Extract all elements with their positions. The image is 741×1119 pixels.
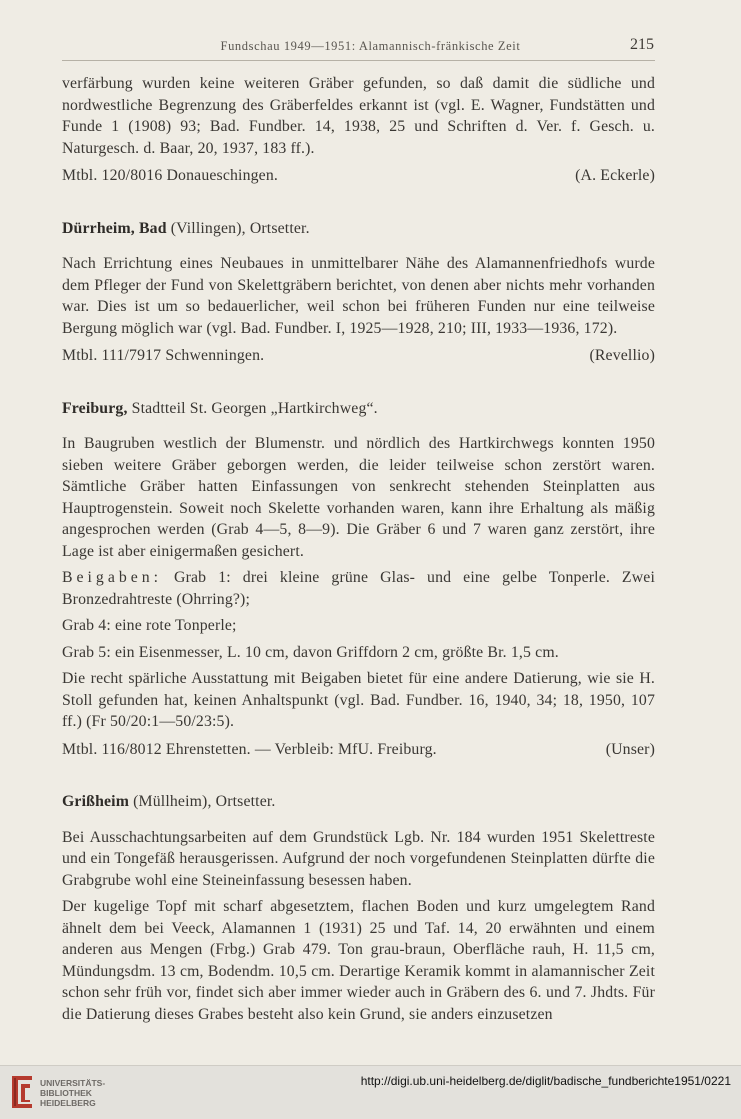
entry-reference-line: [62, 345, 655, 367]
intro-paragraph: verfärbung wurden keine weiteren Gräber gefunden, so daß damit die südliche und nordwestliche Begrenzung des Gräberfeldes erkannt ist (vgl. E. Wagner, Fundstätten und Funde 1 (1908) 93; Bad. Fundber. 14, 1938, 25 und Schriften d. Ver. f. Gesch. u. Naturgesch. d. Baar, 20, 1937, 183 ff.).: [62, 75, 655, 157]
entry-heading-freiburg: [62, 398, 655, 420]
library-name: [40, 1078, 105, 1108]
map-reference: Mtbl. 120/8016 Donaueschingen.: [62, 167, 278, 184]
running-head: [0, 36, 741, 56]
entry-descriptor: (Villingen), Ortsetter.: [166, 219, 310, 237]
entry-place: Dürrheim, Bad: [62, 219, 167, 237]
library-name-line: UNIVERSITÄTS-: [40, 1078, 106, 1088]
entry-place: Freiburg,: [62, 399, 128, 417]
entry-descriptor: Stadtteil St. Georgen „Hartkirchweg“.: [127, 399, 378, 417]
page-body: [62, 73, 655, 1025]
viewer-footer: [0, 1065, 741, 1119]
author-credit: (Unser): [605, 740, 655, 758]
ub-heidelberg-logo-icon[interactable]: [8, 1074, 36, 1110]
library-name-line: BIBLIOTHEK: [40, 1088, 92, 1098]
entry-heading-grissheim: [62, 791, 655, 813]
permalink-url[interactable]: http://digi.ub.uni-heidelberg.de/diglit/badische_fundberichte1951/0221: [360, 1074, 731, 1088]
beigaben-paragraph: [62, 567, 655, 610]
author-credit: (Revellio): [589, 347, 655, 364]
beigaben-label: Beigaben:: [62, 569, 163, 586]
entry-paragraph: In Baugruben westlich der Blumenstr. und nördlich des Hartkirchwegs konnten 1950 sieben weitere Gräber geborgen werden, die leider teilweise schon zerstört waren. Sämtliche Gräber hatten Einfassungen von senkrecht stehenden Steinplatten aus Hauptrogenstein. Soweit noch Skelette vorhanden waren, kann ihre Erhaltung als mäßig angesprochen werden (Grab 4—5, 8—9). Die Gräber 6 und 7 waren ganz zerstört, ihre Lage ist aber einigermaßen gesichert.: [62, 435, 655, 560]
entry-paragraph: Nach Errichtung eines Neubaues in unmittelbarer Nähe des Alamannenfriedhofs wurde dem Pfleger der Fund von Skelettgräbern berichtet, von denen aber nichts mehr vorhanden war. Dies ist um so bedauerlicher, weil schon bei früheren Funden nur eine teilweise Bergung möglich war (vgl. Bad. Fundber. I, 1925—1928, 210; III, 1933—1936, 172).: [62, 255, 655, 337]
entry-paragraph: Grab 4: eine rote Tonperle;: [62, 617, 237, 634]
entry-paragraph: Die recht spärliche Ausstattung mit Beigaben bietet für eine andere Datierung, wie sie H. Stoll gefunden hat, keinen Anhaltspunkt (vgl. Bad. Fundber. 16, 1940, 34; 18, 1950, 107 ff.) (Fr 50/20:1—50/23:5).: [62, 670, 655, 730]
running-title: Fundschau 1949—1951: Alamannisch-fränkische Zeit: [220, 39, 521, 53]
map-reference: Mtbl. 116/8012 Ehrenstetten. — Verbleib: MfU. Freiburg.: [62, 740, 437, 758]
page-number: 215: [630, 36, 654, 53]
library-name-line: HEIDELBERG: [40, 1098, 96, 1108]
header-rule: [62, 60, 655, 61]
beigaben-text: Grab 1: drei kleine grüne Glas- und eine gelbe Tonperle. Zwei Bronzedrahtreste (Ohrring?);: [62, 569, 655, 608]
entry-paragraph: Bei Ausschachtungsarbeiten auf dem Grundstück Lgb. Nr. 184 wurden 1951 Skelettreste und ein Tongefäß herausgerissen. Aufgrund der noch vorgefundenen Steinplatten dürfte die Grabgrube wohl eine Steineinfassung besessen haben.: [62, 828, 655, 889]
entry-paragraph: Grab 5: ein Eisenmesser, L. 10 cm, davon Griffdorn 2 cm, größte Br. 1,5 cm.: [62, 643, 559, 661]
entry-descriptor: (Müllheim), Ortsetter.: [129, 793, 276, 810]
entry-paragraph: Der kugelige Topf mit scharf abgesetztem, flachen Boden und kurz umgelegtem Rand ähnelt dem bei Veeck, Alamannen 1 (1931) 25 und Taf. 14, 20 erwähnten und einem anderen aus Mengen (Frbg.) Grab 479. Ton grau-braun, Oberfläche rauh, H. 11,5 cm, Mündungsdm. 13 cm, Bodendm. 10,5 cm. Derartige Keramik kommt in alamannischer Zeit schon sehr früh vor, findet sich aber immer wieder auch in Gräbern des 6. und 7. Jhdts. Für die Datierung dieses Grabes besteht also kein Grund, sie anders einzusetzen: [62, 898, 655, 1023]
intro-reference-line: [62, 165, 655, 187]
entry-reference-line: [62, 739, 655, 761]
map-reference: Mtbl. 111/7917 Schwenningen.: [62, 347, 265, 364]
author-credit: (A. Eckerle): [575, 167, 655, 184]
entry-heading-duerrheim: [62, 218, 655, 240]
entry-place: Grißheim: [62, 793, 130, 810]
